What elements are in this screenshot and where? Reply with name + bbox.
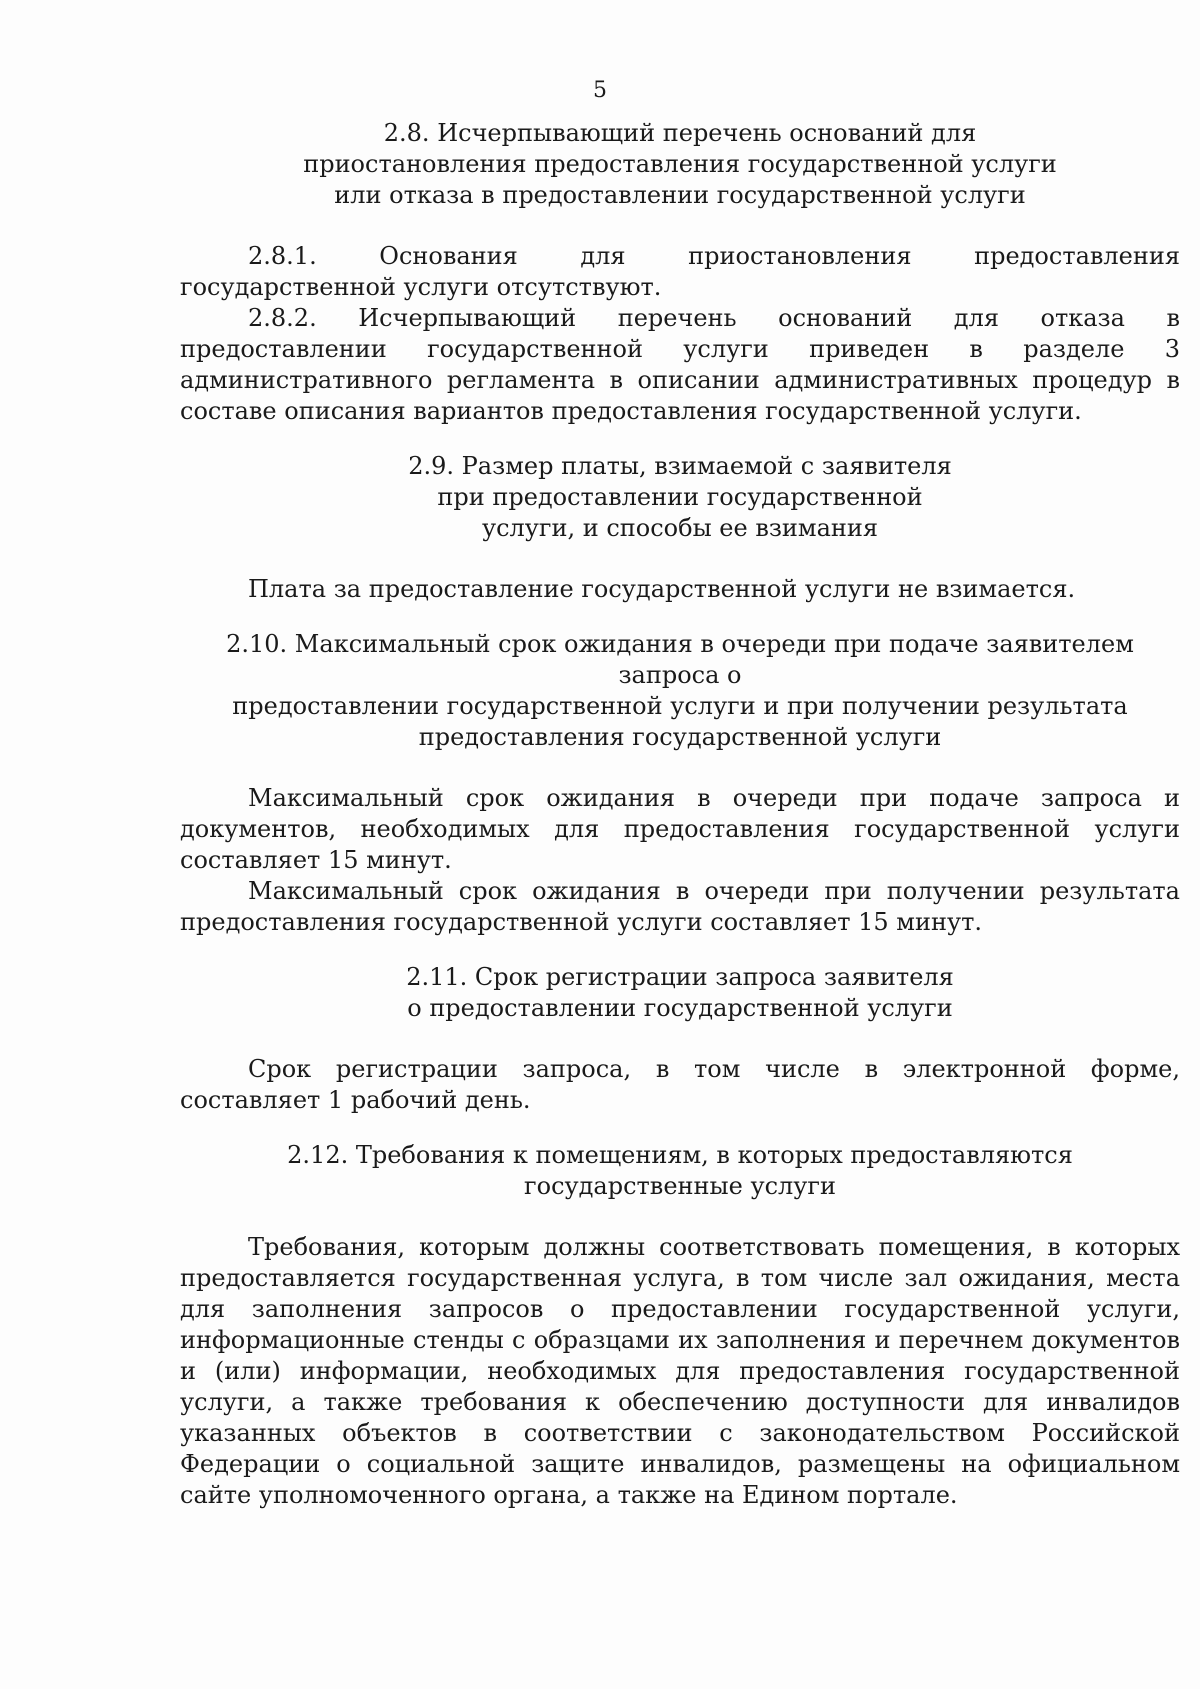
paragraph-2-9-1: Плата за предоставление государственной услуги не взимается. (248, 575, 1076, 603)
paragraph-2-11-1: Срок регистрации запроса, в том числе в электронной форме, составляет 1 рабочий день. (180, 1055, 1180, 1114)
heading-line: 2.11. Срок регистрации запроса заявителя (406, 963, 954, 991)
heading-line: или отказа в предоставлении государственной услуги (334, 181, 1026, 209)
paragraph-2-10-2: Максимальный срок ожидания в очереди при получении результата предоставления государственной услуги составляет 15 минут. (180, 877, 1180, 936)
heading-line: 2.8. Исчерпывающий перечень оснований для (383, 119, 977, 147)
section-heading-2-11 (180, 962, 1180, 1024)
heading-line: предоставления государственной услуги (418, 723, 942, 751)
heading-line: государственные услуги (524, 1172, 836, 1200)
section-heading-2-8 (180, 118, 1180, 211)
heading-line: 2.12. Требования к помещениям, в которых предоставляются (287, 1141, 1073, 1169)
heading-line: при предоставлении государственной (437, 483, 923, 511)
heading-line: 2.9. Размер платы, взимаемой с заявителя (408, 452, 952, 480)
page-number: 5 (593, 78, 607, 103)
heading-line: приостановления предоставления государственной услуги (303, 150, 1057, 178)
paragraph-2-10-1: Максимальный срок ожидания в очереди при подаче запроса и документов, необходимых для предоставления государственной услуги составляет 15 минут. (180, 784, 1180, 874)
heading-line: о предоставлении государственной услуги (407, 994, 953, 1022)
heading-line: 2.10. Максимальный срок ожидания в очереди при подаче заявителем запроса о (226, 630, 1134, 689)
paragraph-2-8-2: 2.8.2. Исчерпывающий перечень оснований для отказа в предоставлении государственной услуги приведен в разделе 3 административного регламента в описании административных процедур в составе описания вариантов предоставления государственной услуги. (180, 304, 1180, 425)
heading-line: предоставлении государственной услуги и при получении результата (232, 692, 1128, 720)
document-body (180, 118, 1180, 1511)
section-heading-2-12 (180, 1140, 1180, 1202)
paragraph-2-8-1: 2.8.1. Основания для приостановления предоставления государственной услуги отсутствуют. (180, 242, 1180, 301)
section-heading-2-10 (180, 629, 1180, 753)
section-heading-2-9 (180, 451, 1180, 544)
heading-line: услуги, и способы ее взимания (481, 514, 879, 542)
paragraph-2-12-1: Требования, которым должны соответствовать помещения, в которых предоставляется государственная услуга, в том числе зал ожидания, места для заполнения запросов о предоставлении государственной услуги, информационные стенды с образцами их заполнения и перечнем документов и (или) информации, необходимых для предоставления государственной услуги, а также требования к обеспечению доступности для инвалидов указанных объектов в соответствии с законодательством Российской Федерации о социальной защите инвалидов, размещены на официальном сайте уполномоченного органа, а также на Едином портале. (180, 1233, 1180, 1509)
